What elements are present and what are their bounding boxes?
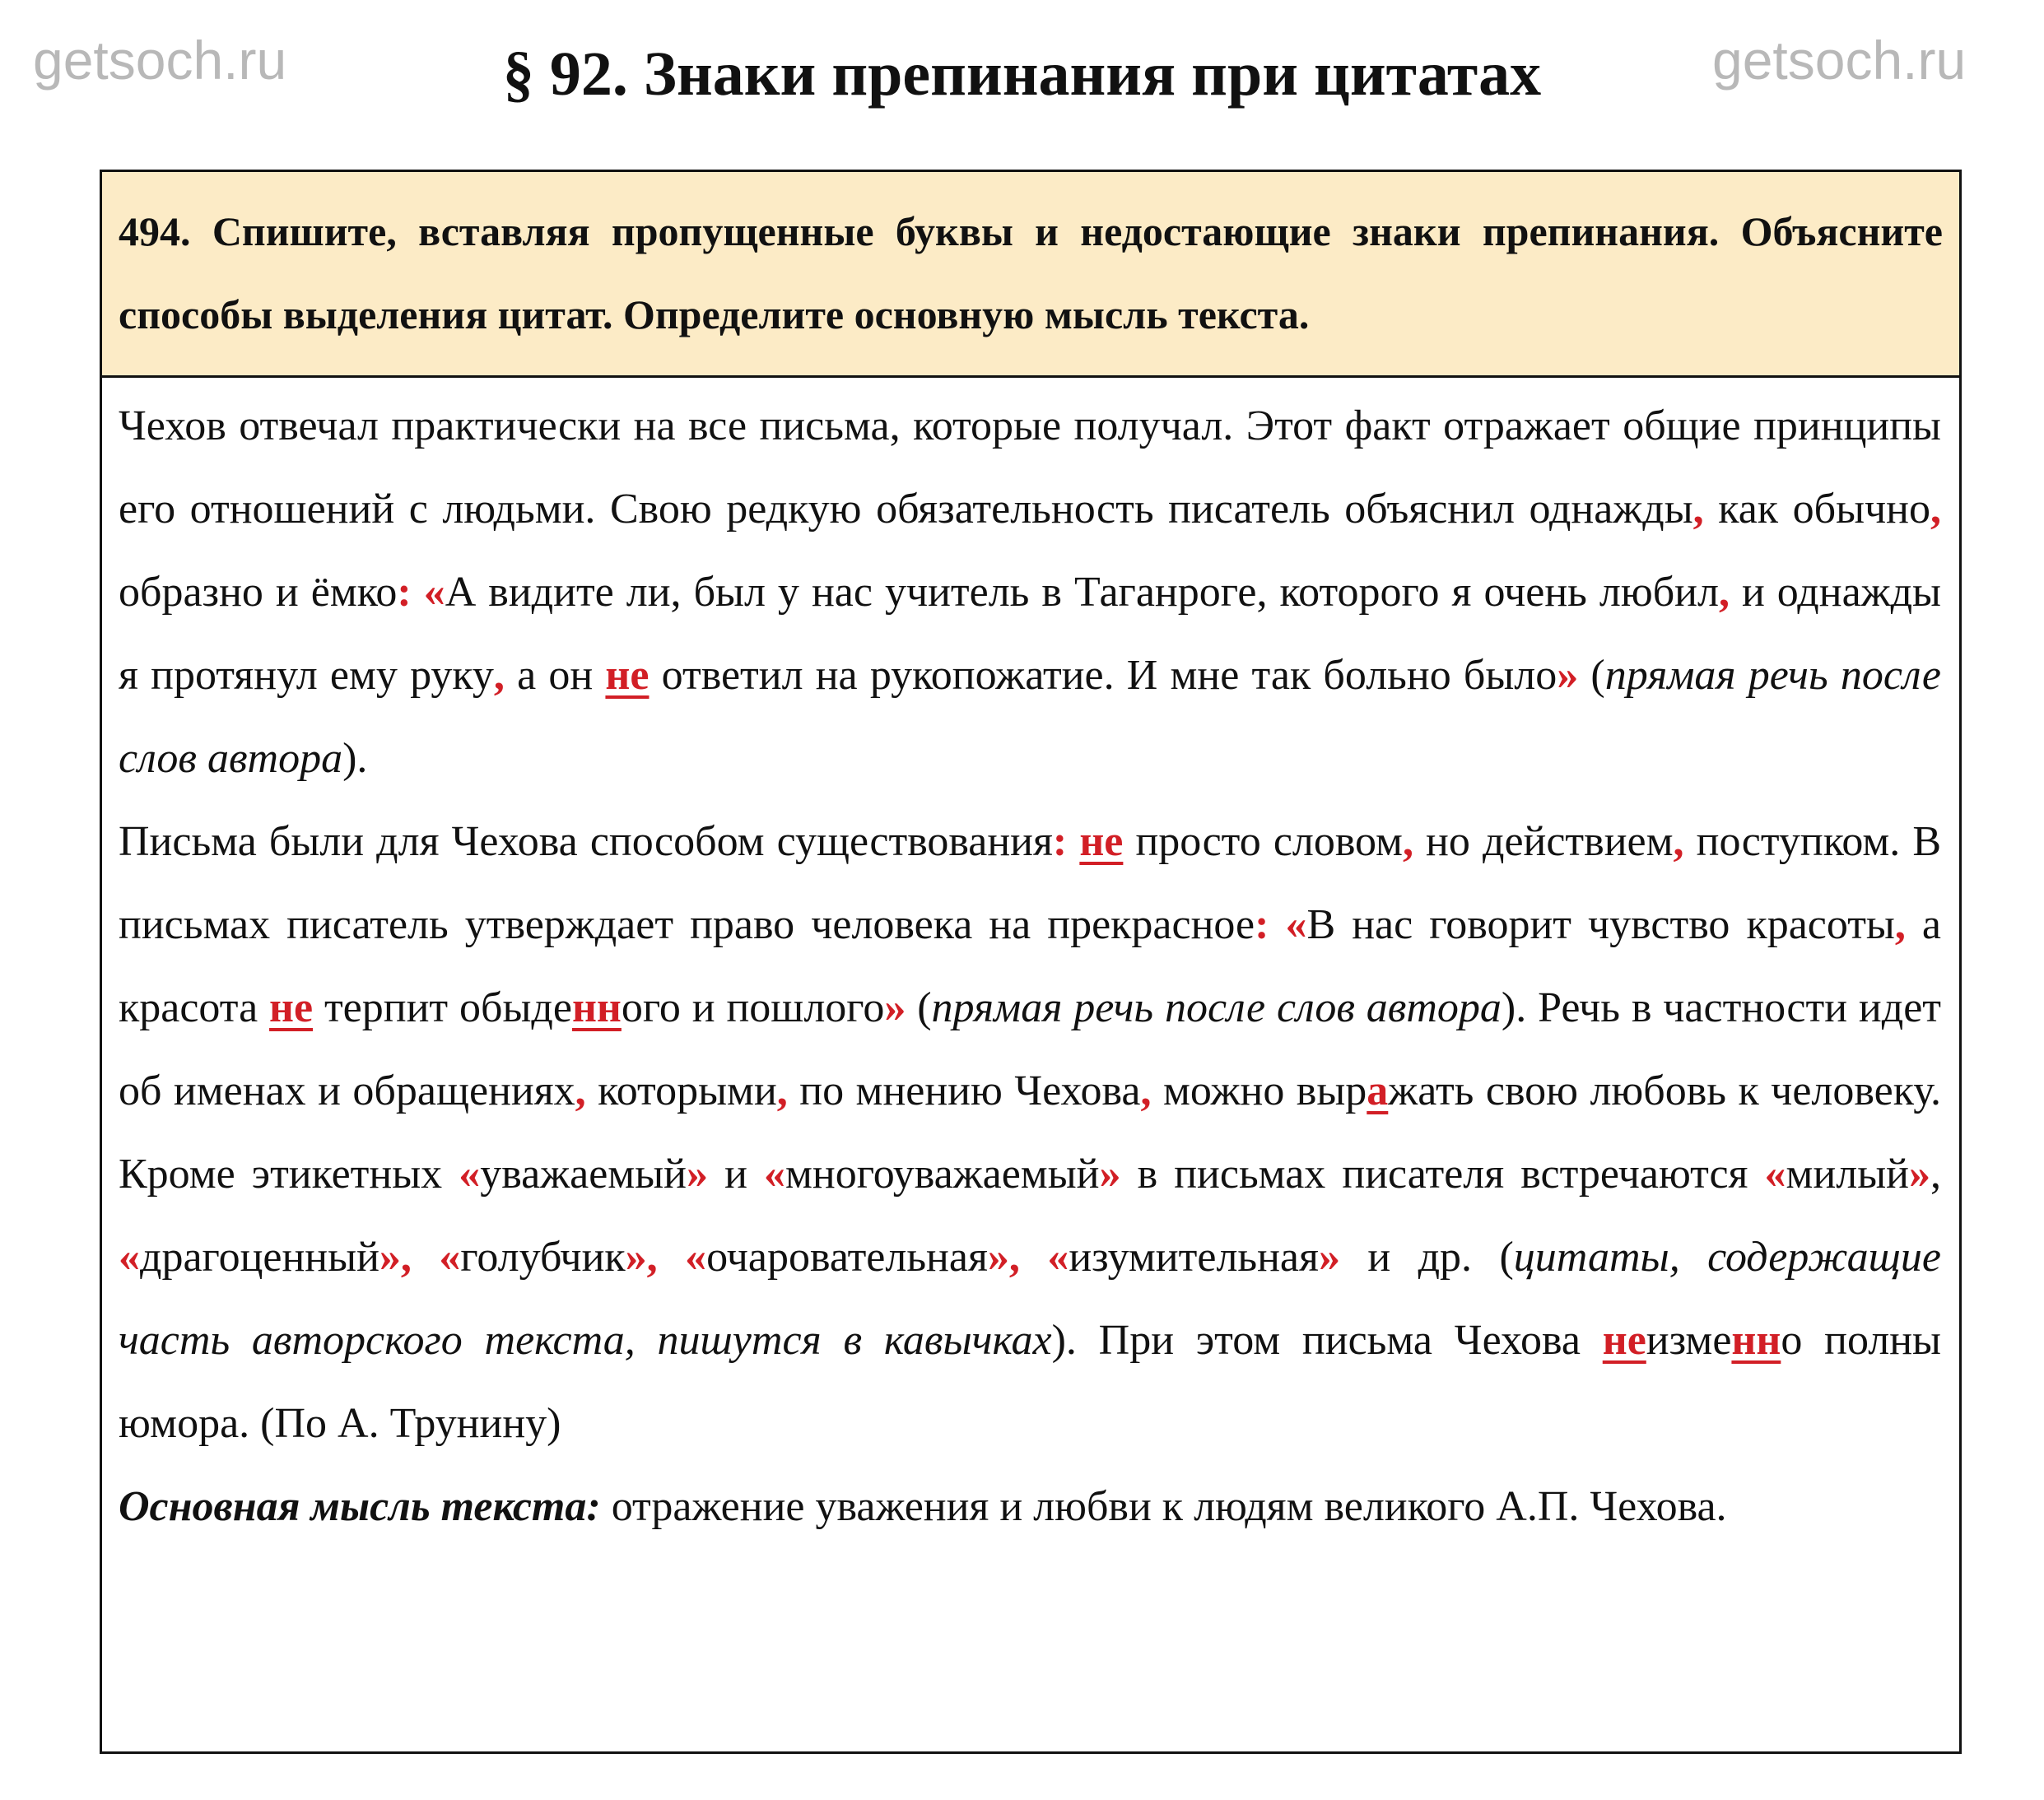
inserted-punctuation: , [1692,486,1704,533]
inserted-punctuation: « [423,569,445,616]
watermark: getsoch.ru [1712,30,1967,91]
text-segment: изме [1646,1317,1732,1364]
inserted-punctuation: , [575,1067,586,1114]
inserted-punctuation: », [379,1234,412,1281]
inserted-letters: не [1602,1317,1646,1364]
text-segment [1020,1234,1047,1281]
inserted-punctuation: : [1052,818,1068,865]
inserted-punctuation: , [493,652,505,699]
exercise-box [100,170,1962,1754]
text-segment: очаровательная [706,1234,988,1281]
text-segment: , [1930,1151,1941,1198]
text-segment [658,1234,685,1281]
text-segment: отражение уважения и любви к людям великого А.П. Чехова. [600,1483,1727,1530]
inserted-punctuation: , [1930,486,1941,533]
inserted-punctuation: » [1099,1151,1121,1198]
inserted-punctuation: , [1718,569,1730,616]
inserted-letters: не [605,652,650,699]
inserted-punctuation: » [1909,1151,1930,1198]
inserted-letters: не [269,984,314,1031]
text-segment: голубчик [460,1234,626,1281]
text-segment: ( [1578,652,1605,699]
text-segment [1269,901,1285,948]
text-segment: и однажды я протянул ему руку [119,569,1941,699]
italic-comment: цитаты, содержащие часть авторского текста, пишутся в кавычках [119,1234,1942,1364]
page-title: § 92. Знаки препинания при цитатах [502,40,1542,109]
inserted-punctuation: « [459,1151,481,1198]
text-segment: Письма были для Чехова способом существования [119,818,1053,865]
exercise-text [102,378,1959,1565]
text-segment: которыми [585,1067,777,1114]
inserted-letters: не [1079,818,1124,865]
inserted-punctuation: « [763,1151,785,1198]
text-segment: о полны юмора. (По А. Трунину) [119,1317,1941,1447]
text-segment: поступком. В письмах писатель утверждает право человека на прекрасное [119,818,1942,948]
text-segment: ответил на рукопожатие. И мне так больно было [649,652,1557,699]
inserted-punctuation: » [884,984,906,1031]
inserted-punctuation: , [776,1067,788,1114]
task-instructions: 494. Спишите, вставляя пропущенные буквы и недостающие знаки препинания. Объясните способы выделения цитат. Определите основную мысль текста. [102,172,1959,378]
inserted-letters: а [1367,1067,1389,1114]
text-segment: ого и пошлого [621,984,885,1031]
text-paragraph [119,800,1941,1465]
inserted-punctuation: , [1140,1067,1152,1114]
text-segment: можно выр [1151,1067,1367,1114]
text-segment: Чехов отвечал практически на все письма, которые получал. Этот факт отражает общие принципы его отношений с людьми. Свою редкую обязательность писатель объяснил однажды [119,402,1941,533]
text-segment: ). При этом письма Чехова [1051,1317,1603,1364]
italic-comment: прямая речь после слов автора [931,984,1502,1031]
inserted-punctuation: , [1673,818,1684,865]
text-segment [1067,818,1079,865]
text-segment: образно и ёмко [119,569,398,616]
inserted-punctuation: », [987,1234,1020,1281]
inserted-punctuation: « [1285,901,1307,948]
text-segment [412,1234,439,1281]
text-segment: терпит обыде [313,984,572,1031]
text-segment: в письмах писателя встречаются [1120,1151,1765,1198]
inserted-letters: нн [1731,1317,1781,1364]
text-paragraph [119,384,1941,800]
text-segment: драгоценный [140,1234,379,1281]
text-segment: милый [1786,1151,1909,1198]
text-segment: а красота [119,901,1941,1031]
main-idea-label: Основная мысль текста: [119,1483,601,1530]
text-segment: а он [504,652,606,699]
text-segment: ). Речь в частности идет об именах и обращениях [119,984,1942,1114]
text-segment: ). [342,735,368,782]
text-segment: ( [906,984,932,1031]
inserted-punctuation: : [1255,901,1269,948]
inserted-punctuation: « [119,1234,140,1281]
inserted-punctuation: , [1894,901,1906,948]
text-segment: и др. ( [1339,1234,1514,1281]
text-segment: уважаемый [480,1151,687,1198]
text-segment: А видите ли, был у нас учитель в Таганроге, которого я очень любил [445,569,1719,616]
inserted-punctuation: », [625,1234,658,1281]
inserted-punctuation: » [686,1151,708,1198]
italic-comment: прямая речь после слов автора [119,652,1941,782]
inserted-punctuation: » [1318,1234,1340,1281]
main-idea-paragraph [119,1465,1941,1548]
inserted-punctuation: » [1557,652,1579,699]
text-segment: и [707,1151,764,1198]
text-segment [412,569,424,616]
inserted-letters: нн [571,984,622,1031]
text-segment: по мнению Чехова [787,1067,1141,1114]
text-segment: но действием [1413,818,1674,865]
text-segment: многоуважаемый [785,1151,1100,1198]
watermark: getsoch.ru [33,30,287,91]
inserted-punctuation: , [1402,818,1413,865]
inserted-punctuation: « [1047,1234,1069,1281]
inserted-punctuation: : [397,569,412,616]
inserted-punctuation: « [439,1234,461,1281]
text-segment: как обычно [1703,486,1930,533]
text-segment: В нас говорит чувство красоты [1306,901,1895,948]
text-segment: жать свою любовь к человеку. Кроме этикетных [119,1067,1942,1198]
inserted-punctuation: « [1764,1151,1786,1198]
text-segment: просто словом [1123,818,1403,865]
text-segment: изумительная [1069,1234,1319,1281]
inserted-punctuation: « [685,1234,707,1281]
